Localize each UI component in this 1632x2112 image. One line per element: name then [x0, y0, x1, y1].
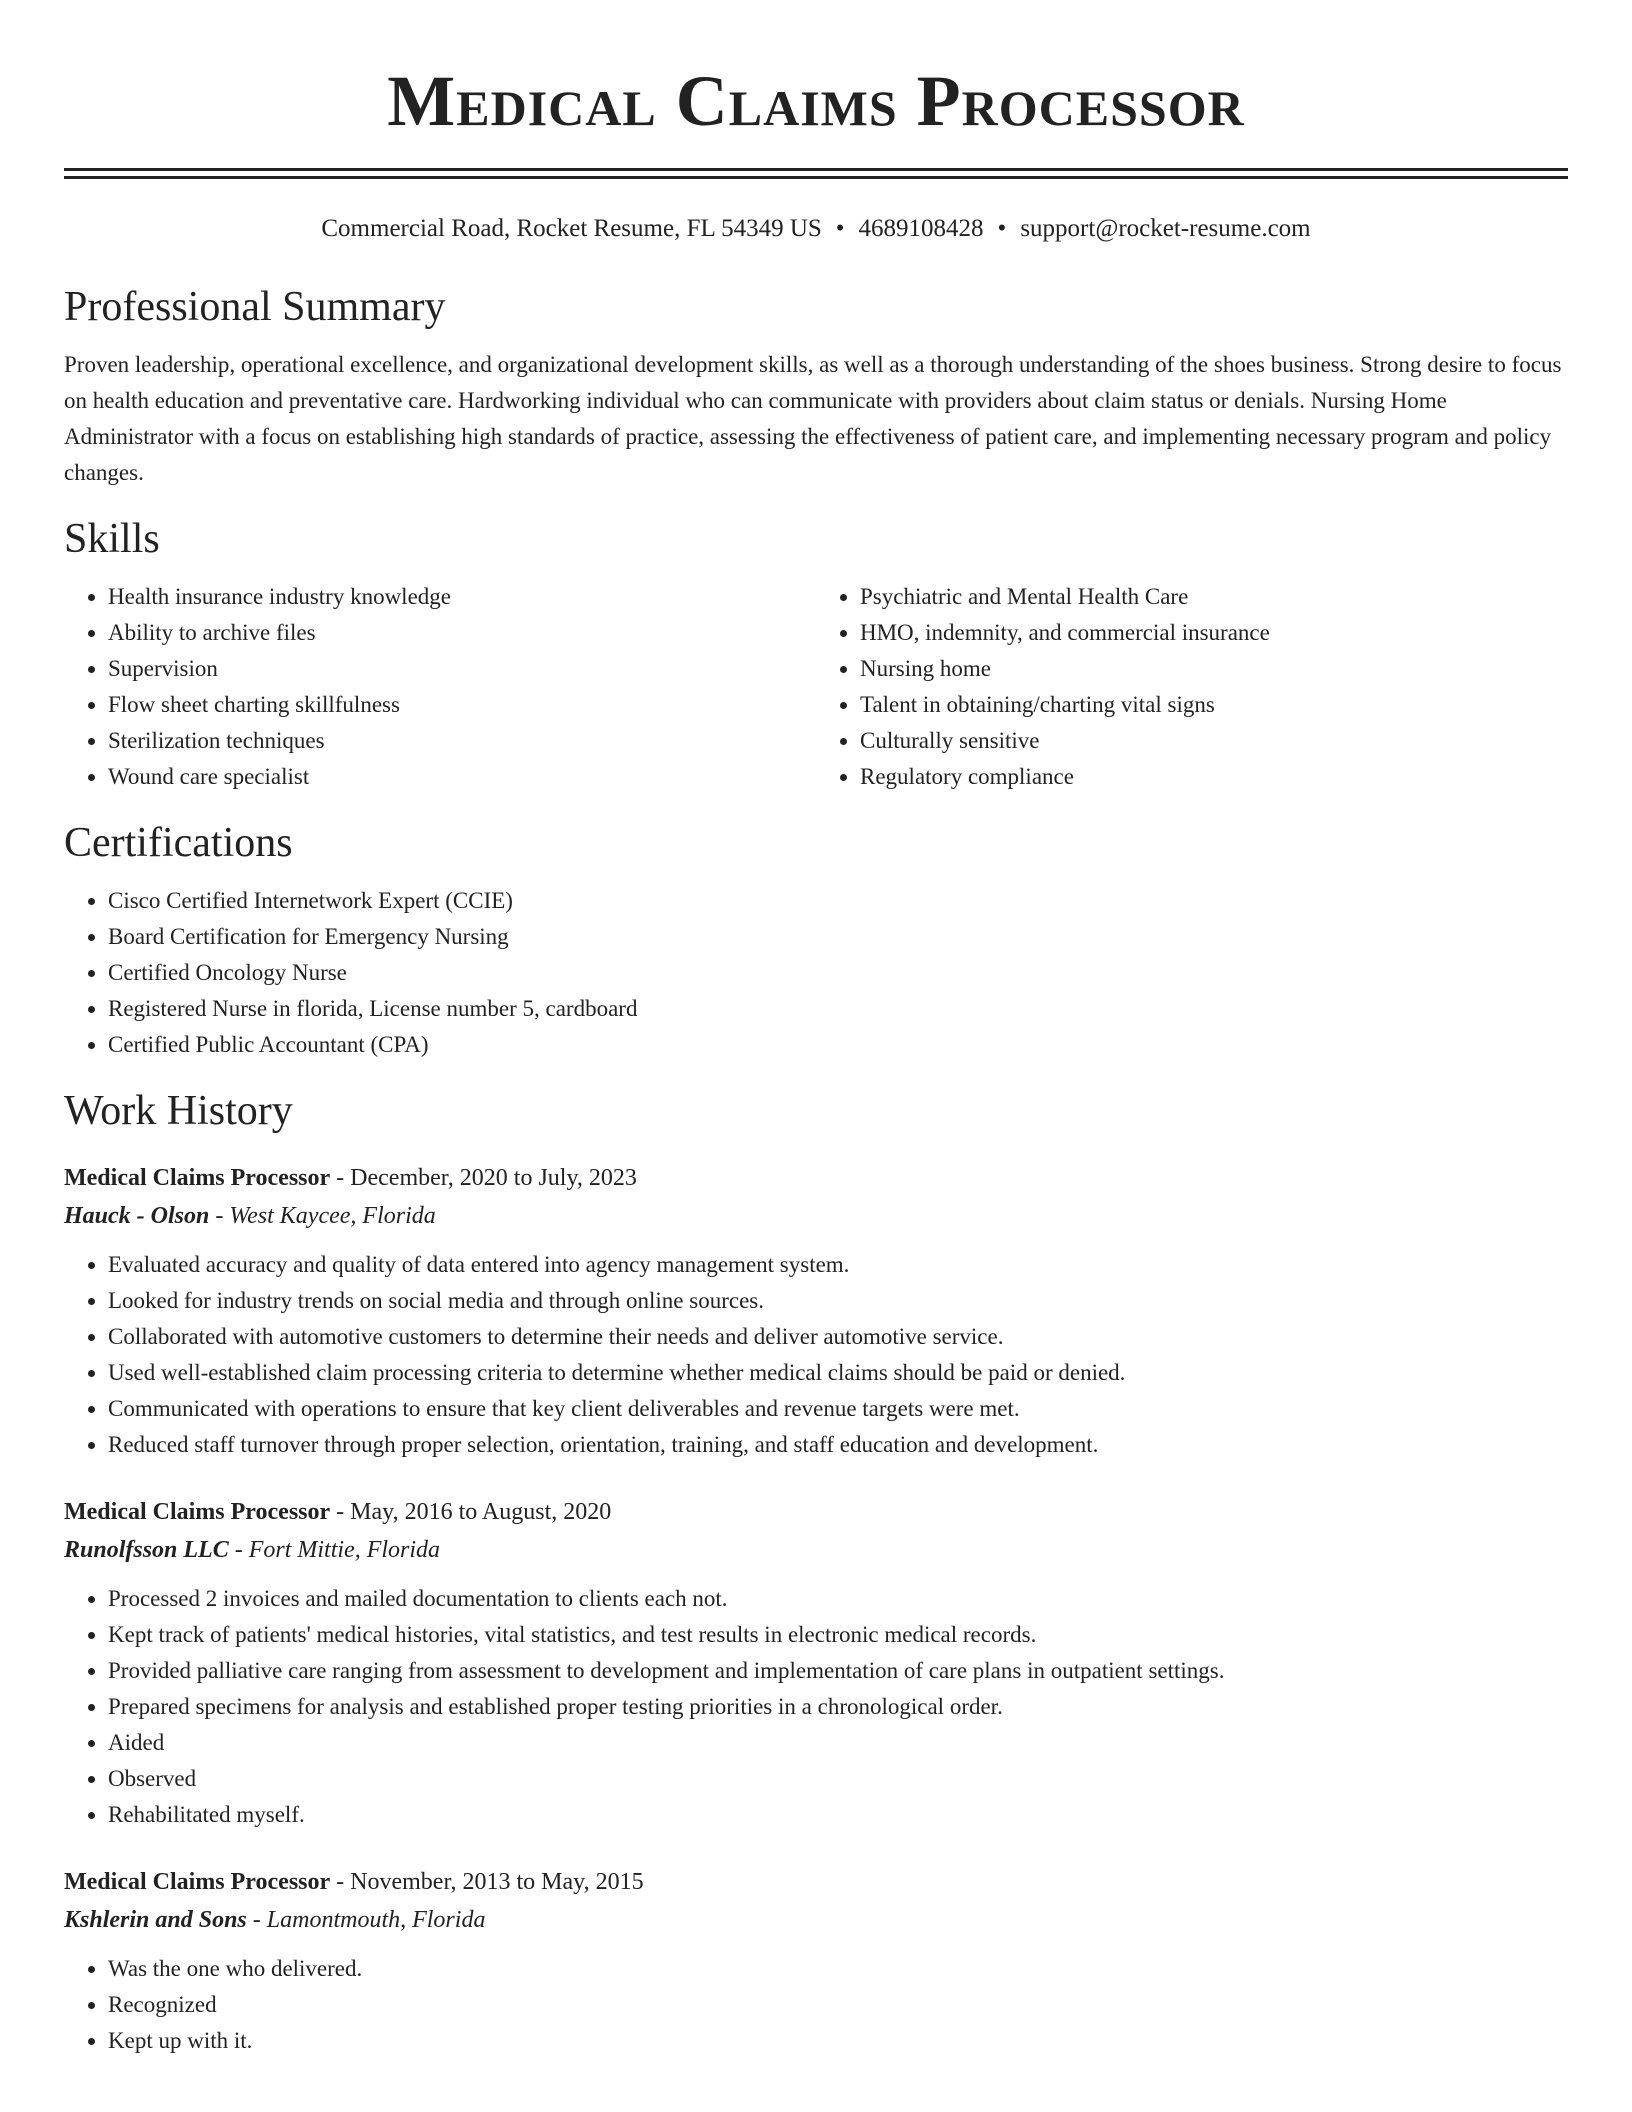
- job-dates: - May, 2016 to August, 2020: [330, 1499, 612, 1525]
- summary-heading: Professional Summary: [64, 284, 446, 330]
- skill-item: • Sterilization techniques: [108, 723, 816, 759]
- certification-item: • Registered Nurse in florida, License number 5, cardboard: [108, 991, 1568, 1027]
- certifications-heading: Certifications: [64, 820, 293, 866]
- job-dates: - December, 2020 to July, 2023: [330, 1165, 637, 1191]
- skills-columns: [64, 579, 1568, 795]
- work-history-heading: Work History: [64, 1088, 293, 1134]
- job-location: - West Kaycee, Florida: [209, 1203, 436, 1229]
- job-bullets: [64, 1951, 1568, 2059]
- skill-item: • Wound care specialist: [108, 759, 816, 795]
- certifications-list: [64, 883, 1568, 1063]
- job-bullet: • Observed: [108, 1761, 1568, 1797]
- job-bullet: • Aided: [108, 1725, 1568, 1761]
- job-bullet: • Kept track of patients' medical histories, vital statistics, and test results in electronic medical records.: [108, 1617, 1568, 1653]
- job-bullet: • Processed 2 invoices and mailed documentation to clients each not.: [108, 1581, 1568, 1617]
- contact-separator: •: [835, 215, 845, 242]
- skill-item: • Culturally sensitive: [860, 723, 1568, 759]
- job-bullet: • Evaluated accuracy and quality of data entered into agency management system.: [108, 1247, 1568, 1283]
- job-title-line: [64, 1863, 1568, 1901]
- skill-item: • Nursing home: [860, 651, 1568, 687]
- skill-item: • HMO, indemnity, and commercial insurance: [860, 615, 1568, 651]
- resume-title: Medical Claims Processor: [387, 61, 1245, 141]
- job-company-line: [64, 1531, 1568, 1569]
- job-title-line: [64, 1159, 1568, 1197]
- contact-phone: 4689108428: [858, 215, 984, 242]
- job-bullet: • Looked for industry trends on social media and through online sources.: [108, 1283, 1568, 1319]
- skill-item: • Supervision: [108, 651, 816, 687]
- certification-item: • Board Certification for Emergency Nursing: [108, 919, 1568, 955]
- skills-list-right: [816, 579, 1568, 795]
- job-bullet: • Rehabilitated myself.: [108, 1797, 1568, 1833]
- certification-item: • Certified Oncology Nurse: [108, 955, 1568, 991]
- job-bullet: • Kept up with it.: [108, 2023, 1568, 2059]
- job-bullets: [64, 1581, 1568, 1833]
- job-bullet: • Communicated with operations to ensure that key client deliverables and revenue targets were met.: [108, 1391, 1568, 1427]
- contact-address: Commercial Road, Rocket Resume, FL 54349 US: [321, 215, 822, 242]
- job-bullet: • Used well-established claim processing criteria to determine whether medical claims should be paid or denied.: [108, 1355, 1568, 1391]
- summary-text: Proven leadership, operational excellence, and organizational development skills, as well as a thorough understanding of the shoes business. Strong desire to focus on health education and preventative care. Hardworking individual who can communicate with providers about claim status or denials. Nursing Home Administrator with a focus on establishing high standards of practice, assessing the effectiveness of patient care, and implementing necessary program and policy changes.: [64, 352, 1562, 485]
- job-company: Hauck - Olson: [64, 1203, 210, 1229]
- job-role: Medical Claims Processor: [64, 1869, 331, 1895]
- job-role: Medical Claims Processor: [64, 1499, 331, 1525]
- skill-item: • Flow sheet charting skillfulness: [108, 687, 816, 723]
- job-company-line: [64, 1197, 1568, 1235]
- title-double-rule: [64, 168, 1568, 179]
- job-location: - Fort Mittie, Florida: [228, 1537, 441, 1563]
- contact-email: support@rocket-resume.com: [1020, 215, 1311, 242]
- certification-item: • Certified Public Accountant (CPA): [108, 1027, 1568, 1063]
- job-bullet: • Collaborated with automotive customers to determine their needs and deliver automotive service.: [108, 1319, 1568, 1355]
- skills-list-left: [64, 579, 816, 795]
- skill-item: • Regulatory compliance: [860, 759, 1568, 795]
- job-bullet: • Recognized: [108, 1987, 1568, 2023]
- job-company: Kshlerin and Sons: [64, 1907, 247, 1933]
- job-entry: [64, 1159, 1568, 1463]
- skill-item: • Talent in obtaining/charting vital signs: [860, 687, 1568, 723]
- skill-item: • Ability to archive files: [108, 615, 816, 651]
- job-role: Medical Claims Processor: [64, 1165, 331, 1191]
- job-dates: - November, 2013 to May, 2015: [330, 1869, 644, 1895]
- contact-separator: •: [997, 215, 1007, 242]
- job-bullets: [64, 1247, 1568, 1463]
- job-company-line: [64, 1901, 1568, 1939]
- skills-heading: Skills: [64, 516, 160, 562]
- job-bullet: • Was the one who delivered.: [108, 1951, 1568, 1987]
- skill-item: • Psychiatric and Mental Health Care: [860, 579, 1568, 615]
- job-location: - Lamontmouth, Florida: [246, 1907, 486, 1933]
- job-title-line: [64, 1493, 1568, 1531]
- job-company: Runolfsson LLC: [64, 1537, 229, 1563]
- contact-line: [64, 213, 1568, 245]
- job-bullet: • Provided palliative care ranging from assessment to development and implementation of care plans in outpatient settings.: [108, 1653, 1568, 1689]
- skill-item: • Health insurance industry knowledge: [108, 579, 816, 615]
- job-entry: [64, 1493, 1568, 1833]
- job-bullet: • Reduced staff turnover through proper selection, orientation, training, and staff education and development.: [108, 1427, 1568, 1463]
- job-entry: [64, 1863, 1568, 2059]
- job-bullet: • Prepared specimens for analysis and established proper testing priorities in a chronological order.: [108, 1689, 1568, 1725]
- certification-item: • Cisco Certified Internetwork Expert (CCIE): [108, 883, 1568, 919]
